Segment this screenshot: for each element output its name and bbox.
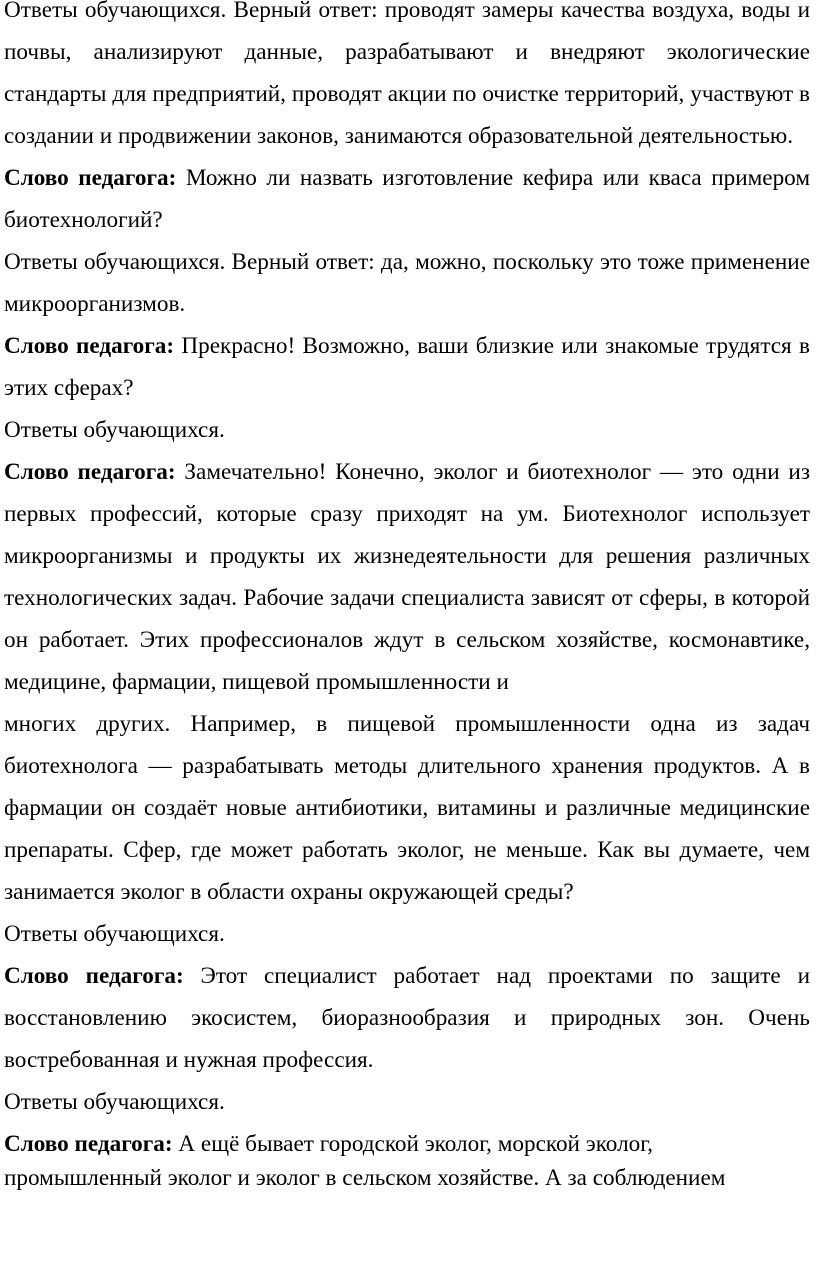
paragraph-text: Ответы обучающихся. — [4, 417, 225, 443]
paragraph-teacher-4 — [4, 955, 810, 1081]
paragraph-text: Замечательно! Конечно, эколог и биотехнолог — это одни из первых профессий, которые сразу приходят на ум. Биотехнолог использует микроорганизмы и продукты их жизнедеятельности для решения различных технологических задач. Рабочие задачи специалиста зависят от сферы, в которой он работает. Этих профессионалов ждут в сельском хозяйстве, космонавтике, медицине, фармации, пищевой промышленности и — [4, 459, 811, 695]
paragraph-continuation — [4, 703, 810, 913]
paragraph-teacher-5 — [4, 1127, 810, 1195]
speaker-label: Слово педагога: — [4, 333, 175, 359]
paragraph-text: Прекрасно! Возможно, ваши близкие или знакомые трудятся в этих сферах? — [4, 333, 810, 401]
speaker-label: Слово педагога: — [4, 1131, 173, 1157]
paragraph-student-answer-3 — [4, 409, 810, 451]
paragraph-text: Можно ли назвать изготовление кефира или кваса примером биотехнологий? — [4, 165, 810, 233]
paragraph-student-answer-2 — [4, 241, 810, 325]
paragraph-student-answer-4 — [4, 913, 810, 955]
paragraph-line — [4, 1127, 810, 1161]
paragraph-teacher-2 — [4, 325, 810, 409]
paragraph-text: промышленный эколог и эколог в сельском хозяйстве. А за соблюдением — [4, 1165, 726, 1191]
paragraph-text: А ещё бывает городской эколог, морской эколог, — [178, 1131, 653, 1157]
paragraph-text: Ответы обучающихся. Верный ответ: проводят замеры качества воздуха, воды и почвы, анализируют данные, разрабатывают и внедряют экологические стандарты для предприятий, проводят акции по очистке территорий, участвуют в создании и продвижении законов, занимаются образовательной деятельностью. — [4, 0, 810, 149]
paragraph-text: Ответы обучающихся. — [4, 921, 225, 947]
paragraph-text: Ответы обучающихся. Верный ответ: да, можно, поскольку это тоже применение микроорганизмов. — [4, 249, 810, 317]
paragraph-line — [4, 1161, 810, 1195]
paragraph-teacher-1 — [4, 157, 810, 241]
paragraph-student-answer-1 — [4, 0, 810, 157]
paragraph-text: Ответы обучающихся. — [4, 1089, 225, 1115]
paragraph-teacher-3 — [4, 451, 810, 703]
paragraph-student-answer-5 — [4, 1081, 810, 1123]
speaker-label: Слово педагога: — [4, 963, 184, 989]
paragraph-text: Этот специалист работает над проектами по защите и восстановлению экосистем, биоразнообразия и природных зон. Очень востребованная и нужная профессия. — [4, 963, 811, 1073]
speaker-label: Слово педагога: — [4, 165, 177, 191]
speaker-label: Слово педагога: — [4, 459, 176, 485]
paragraph-text: многих других. Например, в пищевой промышленности одна из задач биотехнолога — разрабатывать методы длительного хранения продуктов. А в фармации он создаёт новые антибиотики, витамины и различные медицинские препараты. Сфер, где может работать эколог, не меньше. Как вы думаете, чем занимается эколог в области охраны окружающей среды? — [4, 711, 810, 905]
